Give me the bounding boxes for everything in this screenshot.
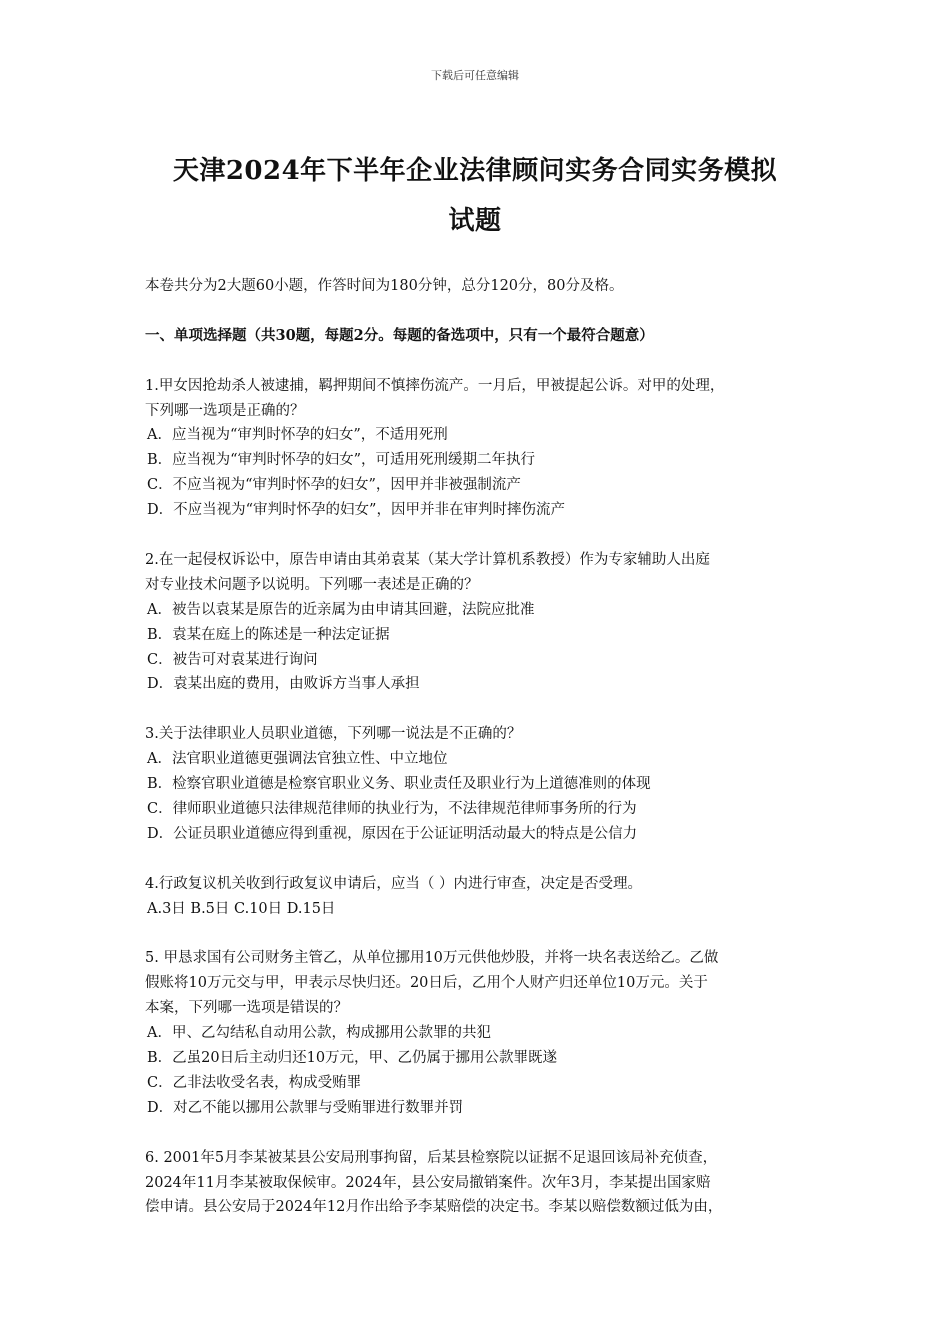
options-inline: A.3日 B.5日 C.10日 D.15日 bbox=[147, 900, 336, 917]
question-5 bbox=[145, 946, 825, 1120]
question-stem: 偿申请。县公安局于2024年12月作出给予李某赔偿的决定书。李某以赔偿数额过低为由， bbox=[145, 1199, 723, 1216]
question-stem: 2024年11月李某被取保候审。2024年，县公安局撤销案件。次年3月，李某提出国家赔 bbox=[145, 1174, 711, 1191]
title-line-1: 天津2024年下半年企业法律顾问实务合同实务模拟 bbox=[172, 156, 778, 186]
question-stem: 本案，下列哪一选项是错误的？ bbox=[145, 1000, 348, 1017]
option-a: A．法官职业道德更强调法官独立性、中立地位 bbox=[147, 751, 448, 768]
header-note: 下载后可任意编辑 bbox=[431, 69, 519, 82]
option-d: D．对乙不能以挪用公款罪与受贿罪进行数罪并罚 bbox=[147, 1099, 464, 1116]
question-stem: 2.在一起侵权诉讼中，原告申请由其弟袁某（某大学计算机系教授）作为专家辅助人出庭 bbox=[145, 551, 710, 568]
option-a: A．应当视为“审判时怀孕的妇女”，不适用死刑 bbox=[147, 427, 448, 444]
question-stem: 对专业技术问题予以说明。下列哪一表述是正确的？ bbox=[145, 576, 479, 593]
question-2 bbox=[145, 548, 825, 697]
question-4 bbox=[145, 872, 825, 922]
option-b: B．应当视为“审判时怀孕的妇女”，可适用死刑缓期二年执行 bbox=[147, 452, 535, 469]
exam-intro: 本卷共分为2大题60小题，作答时间为180分钟，总分120分，80分及格。 bbox=[145, 278, 624, 294]
question-1 bbox=[145, 374, 825, 523]
option-c: C．乙非法收受名表，构成受贿罪 bbox=[147, 1074, 362, 1091]
option-b: B．袁某在庭上的陈述是一种法定证据 bbox=[147, 626, 390, 643]
option-c: C．律师职业道德只法律规范律师的执业行为，不法律规范律师事务所的行为 bbox=[147, 800, 637, 817]
option-a: A．被告以袁某是原告的近亲属为由申请其回避，法院应批准 bbox=[147, 601, 535, 618]
option-a: A．甲、乙勾结私自动用公款，构成挪用公款罪的共犯 bbox=[147, 1025, 491, 1042]
question-stem: 3.关于法律职业人员职业道德，下列哪一说法是不正确的？ bbox=[145, 726, 522, 743]
option-d: D．不应当视为“审判时怀孕的妇女”，因甲并非在审判时摔伤流产 bbox=[147, 502, 565, 519]
section-heading: 一、单项选择题（共30题，每题2分。每题的备选项中，只有一个最符合题意） bbox=[145, 326, 654, 344]
option-c: C．不应当视为“审判时怀孕的妇女”，因甲并非被强制流产 bbox=[147, 477, 521, 494]
question-stem: 6. 2001年5月李某被某县公安局刑事拘留，后某县检察院以证据不足退回该局补充侦查， bbox=[145, 1149, 718, 1166]
question-6 bbox=[145, 1146, 825, 1221]
option-b: B．检察官职业道德是检察官职业义务、职业责任及职业行为上道德准则的体现 bbox=[147, 776, 651, 793]
option-d: D．公证员职业道德应得到重视，原因在于公证证明活动最大的特点是公信力 bbox=[147, 825, 638, 842]
option-d: D．袁某出庭的费用，由败诉方当事人承担 bbox=[147, 676, 420, 693]
question-stem: 下列哪一选项是正确的？ bbox=[145, 402, 305, 419]
question-stem: 5. 甲恳求国有公司财务主管乙，从单位挪用10万元供他炒股，并将一块名表送给乙。乙做 bbox=[145, 950, 719, 967]
option-c: C．被告可对袁某进行询问 bbox=[147, 651, 318, 668]
title-line-2: 试题 bbox=[448, 206, 502, 236]
document-body bbox=[145, 274, 825, 1220]
question-stem: 1.甲女因抢劫杀人被逮捕，羁押期间不慎摔伤流产。一月后，甲被提起公诉。对甲的处理， bbox=[145, 377, 725, 394]
document-title bbox=[120, 146, 830, 246]
question-3 bbox=[145, 722, 825, 847]
question-stem: 4.行政复议机关收到行政复议申请后，应当（ ）内进行审查，决定是否受理。 bbox=[145, 875, 642, 892]
option-b: B．乙虽20日后主动归还10万元，甲、乙仍属于挪用公款罪既遂 bbox=[147, 1050, 558, 1066]
question-stem: 假账将10万元交与甲，甲表示尽快归还。20日后，乙用个人财产归还单位10万元。关于 bbox=[145, 975, 708, 992]
